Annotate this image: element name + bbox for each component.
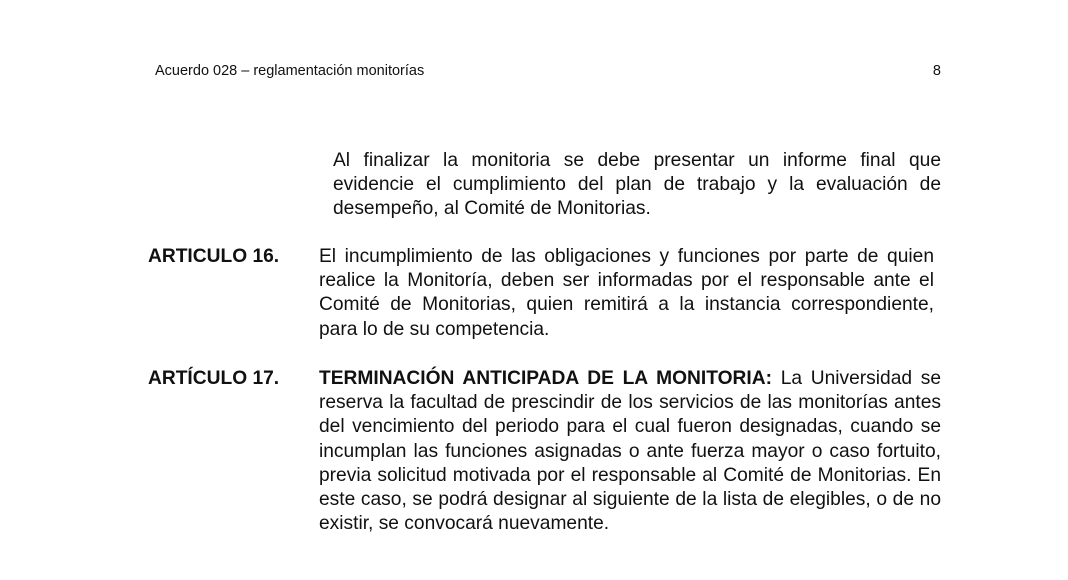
article-heading: TERMINACIÓN ANTICIPADA DE LA MONITORIA: — [319, 368, 781, 389]
article-text: La Universidad se reserva la facultad de prescindir de los servicios de las monitorías antes del vencimiento del periodo para el cual fueron designadas, cuando se incumplan las funciones asignadas o ante fuerza mayor o caso fortuito, previa solicitud motivada por el responsable al Comité de Monitorias. En este caso, se podrá designar al siguiente de la lista de elegibles, o de no existir, se convocará nuevamente. — [319, 368, 942, 535]
article-label: ARTÍCULO 17. — [148, 368, 280, 389]
article-body — [319, 245, 934, 342]
page-number: 8 — [932, 63, 941, 79]
article-text: El incumplimiento de las obligaciones y funciones por parte de quien realice la Monitoría, deben ser informadas por el responsable ante el Comité de Monitorias, quien remitirá a la instancia correspondiente, para lo de su competencia. — [319, 246, 934, 340]
article-label: ARTICULO 16. — [148, 246, 280, 267]
intro-paragraph: Al finalizar la monitoria se debe presentar un informe final que evidencie el cumplimiento del plan de trabajo y la evaluación de desempeño, al Comité de Monitorias. — [333, 150, 941, 220]
document-title: Acuerdo 028 – reglamentación monitorías — [155, 63, 425, 79]
article-body — [319, 367, 941, 536]
